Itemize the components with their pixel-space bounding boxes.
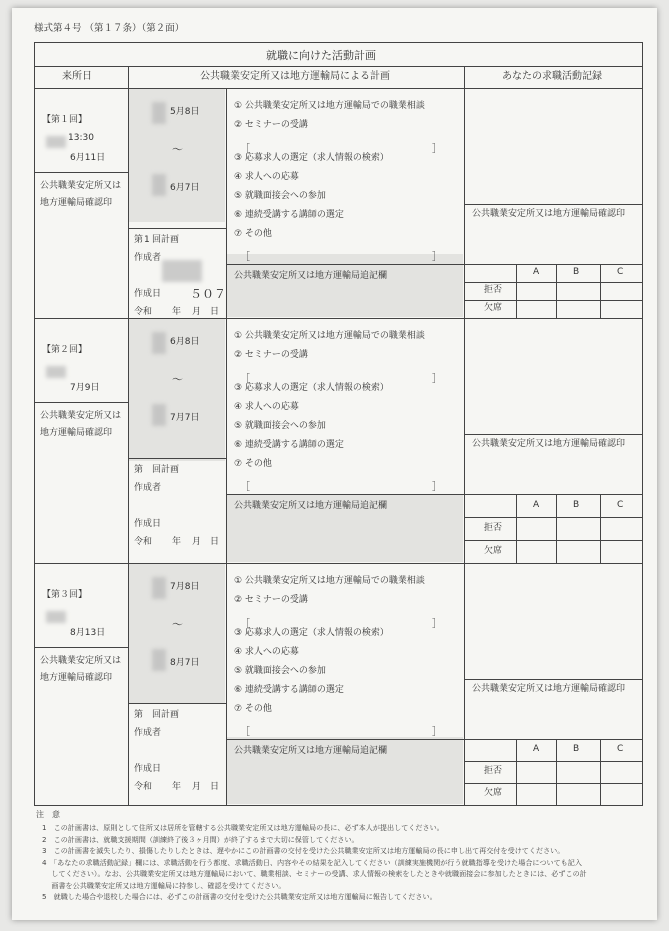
- note-line: 4 「あなたの求職活動記録」欄には、求職活動を行う都度、求職活動日、内容やその結果を記入してください（訓練実施機関が行う就職指導を受けた場合についても記入: [42, 857, 582, 867]
- left-subline: [34, 402, 128, 403]
- year-label: 年: [172, 307, 182, 317]
- other-bracket-close: ］: [432, 727, 442, 738]
- header-row-line: [34, 88, 642, 89]
- other-bracket-open: ［: [240, 482, 250, 493]
- abc-col-line: [556, 739, 557, 805]
- redacted-mark: [152, 102, 166, 124]
- round-label: 【第１回】: [42, 115, 88, 125]
- section-divider: [34, 805, 642, 806]
- era-label: 令和: [134, 537, 153, 547]
- redacted-mark: [152, 404, 166, 426]
- plan-prefix: 第: [134, 465, 144, 475]
- table-title: 就職に向けた活動計画: [266, 49, 376, 62]
- visit-date: 8月13日: [70, 628, 106, 638]
- addendum-line: [226, 264, 642, 265]
- round-label: 【第２回】: [42, 345, 88, 355]
- abc-header-b: B: [573, 499, 580, 510]
- title-row-line: [34, 66, 642, 67]
- activity-option-2: ② セミナーの受講: [234, 350, 308, 360]
- day-label: 日: [210, 537, 220, 547]
- created-date-label: 作成日: [134, 289, 162, 299]
- abc-header-a: A: [533, 267, 540, 277]
- col-line: [464, 66, 465, 88]
- activity-option-3: ③ 応募求人の選定（求人情報の検索）: [234, 628, 389, 638]
- col-line: [464, 88, 465, 318]
- era-label: 令和: [134, 307, 153, 317]
- record-confirm-label: 公共職業安定所又は地方運輸局確認印: [472, 684, 626, 694]
- plan-suffix: 回計画: [152, 710, 180, 720]
- start-date: 7月8日: [170, 582, 200, 592]
- year-label: 年: [172, 537, 182, 547]
- refusal-label: 拒否: [484, 522, 503, 533]
- abc-col-line: [600, 264, 601, 318]
- activity-option-6: ⑥ 連続受講する講師の選定: [234, 685, 344, 695]
- activity-option-4: ④ 求人への応募: [234, 402, 299, 412]
- record-confirm-line: [464, 204, 642, 205]
- plan-header: 公共職業安定所又は地方運輸局による計画: [200, 71, 390, 82]
- abc-header-a: A: [533, 499, 540, 510]
- section-divider: [34, 318, 642, 319]
- abc-header-b: B: [573, 744, 580, 754]
- redacted-mark: [46, 136, 66, 148]
- note-line: 5 就職した場合や退校した場合には、必ずこの計画書の交付を受けた公共職業安定所又は地方運輸局に報告してください。: [42, 892, 437, 901]
- era-label: 令和: [134, 782, 153, 792]
- record-confirm-label: 公共職業安定所又は地方運輸局確認印: [472, 439, 626, 449]
- confirm-label-line1: 公共職業安定所又は: [40, 411, 122, 421]
- redacted-mark: [152, 174, 166, 196]
- plan-mark: 1: [144, 235, 150, 245]
- month-label: 月: [192, 782, 202, 792]
- activity-option-5: ⑤ 就職面接会への参加: [234, 666, 326, 676]
- month-label: 月: [192, 307, 202, 317]
- tilde: ～: [172, 618, 183, 631]
- abc-header-c: C: [617, 744, 624, 754]
- col-line: [464, 563, 465, 805]
- seminar-bracket-close: ］: [432, 619, 442, 630]
- created-date-label: 作成日: [134, 764, 162, 774]
- creator-label: 作成者: [134, 728, 162, 738]
- abc-col-line: [556, 494, 557, 563]
- redacted-mark: [46, 611, 66, 623]
- seminar-bracket-close: ］: [432, 144, 442, 155]
- confirm-label-line2: 地方運輸局確認印: [40, 673, 113, 683]
- activity-option-7: ⑦ その他: [234, 229, 272, 239]
- note-line: 1 この計画書は、原則として住所又は居所を管轄する公共職業安定所又は地方運輸局の長に、必ず本人が提出してください。: [42, 823, 444, 832]
- addendum-label: 公共職業安定所又は地方運輸局追記欄: [234, 501, 388, 511]
- other-bracket-open: ［: [240, 727, 250, 738]
- activity-option-1: ① 公共職業安定所又は地方運輸局での職業相談: [234, 576, 425, 586]
- activity-option-2: ② セミナーの受講: [234, 595, 308, 605]
- plan-info-line: [128, 703, 226, 704]
- abc-col-line: [600, 494, 601, 563]
- plan-suffix: 回計画: [152, 465, 180, 475]
- activity-option-5: ⑤ 就職面接会への参加: [234, 421, 326, 431]
- activity-option-4: ④ 求人への応募: [234, 647, 299, 657]
- activity-option-6: ⑥ 連続受講する講師の選定: [234, 210, 344, 220]
- abc-col-line: [556, 264, 557, 318]
- redacted-creator: [162, 260, 202, 282]
- activity-option-3: ③ 応募求人の選定（求人情報の検索）: [234, 383, 389, 393]
- confirm-label-line2: 地方運輸局確認印: [40, 428, 113, 438]
- seminar-bracket-open: ［: [240, 374, 250, 385]
- month-label: 月: [192, 537, 202, 547]
- visit-date: 6月11日: [70, 153, 106, 163]
- addendum-line: [226, 494, 642, 495]
- note-line: 2 この計画書は、就職支援期間（訓練終了後３ヶ月間）が終了するまで大切に保管してください。: [42, 834, 359, 844]
- absence-label: 欠席: [484, 303, 503, 313]
- abc-row-line: [464, 300, 642, 301]
- plan-info-line: [128, 228, 226, 229]
- abc-row-line: [464, 761, 642, 762]
- abc-col-line: [516, 494, 517, 563]
- addendum-line: [226, 739, 642, 740]
- plan-prefix: 第: [134, 710, 144, 720]
- confirm-label-line1: 公共職業安定所又は: [40, 656, 122, 666]
- abc-header-c: C: [617, 267, 624, 277]
- activity-option-4: ④ 求人への応募: [234, 172, 299, 182]
- creator-label: 作成者: [134, 253, 162, 263]
- refusal-label: 拒否: [484, 766, 503, 776]
- activity-option-2: ② セミナーの受講: [234, 120, 308, 130]
- form-label: 様式第４号 （第１７条）（第２面）: [34, 23, 185, 34]
- activity-option-6: ⑥ 連続受講する講師の選定: [234, 440, 344, 450]
- round-label: 【第３回】: [42, 590, 88, 600]
- absence-label: 欠席: [484, 545, 503, 556]
- abc-row-line: [464, 783, 642, 784]
- seminar-bracket-open: ［: [240, 144, 250, 155]
- plan-suffix: 回計画: [152, 235, 180, 245]
- table-border-left: [34, 42, 35, 805]
- table-border-right: [642, 42, 643, 806]
- left-subline: [34, 647, 128, 648]
- record-header: あなたの求職活動記録: [502, 71, 602, 82]
- note-line: してください）。なお、公共職業安定所又は地方運輸局において、職業相談、セミナーの受講、求人情報の検索をしたときや就職面接会に参加したときには、必ずこの計: [42, 869, 587, 878]
- form-paper: [12, 8, 657, 920]
- notes-title: 注 意: [36, 810, 60, 819]
- tilde: ～: [172, 143, 183, 156]
- confirm-label-line1: 公共職業安定所又は: [40, 181, 122, 191]
- abc-row-line: [464, 517, 642, 518]
- note-line: 画書を公共職業安定所又は地方運輸局に持参し、確認を受けてください。: [42, 880, 286, 890]
- seminar-bracket-close: ］: [432, 374, 442, 385]
- section-divider: [34, 563, 642, 564]
- refusal-label: 拒否: [484, 285, 503, 295]
- addendum-label: 公共職業安定所又は地方運輸局追記欄: [234, 746, 388, 756]
- day-label: 日: [210, 782, 220, 792]
- end-date: 6月7日: [170, 183, 200, 193]
- other-bracket-close: ］: [432, 482, 442, 493]
- activity-option-7: ⑦ その他: [234, 704, 272, 714]
- record-confirm-line: [464, 434, 642, 435]
- note-line: 3 この計画書を滅失したり、損傷したりしたときは、遅やかにこの計画書の交付を受けた公共職業安定所又は地方運輸局の長に申し出て再交付を受けてください。: [42, 846, 565, 855]
- activity-option-5: ⑤ 就職面接会への参加: [234, 191, 326, 201]
- absence-label: 欠席: [484, 788, 503, 798]
- tilde: ～: [172, 373, 183, 386]
- abc-header-c: C: [617, 499, 624, 510]
- year-label: 年: [172, 782, 182, 792]
- confirm-label-line2: 地方運輸局確認印: [40, 198, 113, 208]
- visit-date-header: 来所日: [62, 71, 92, 82]
- other-bracket-open: ［: [240, 252, 250, 263]
- redacted-mark: [152, 577, 166, 599]
- redacted-mark: [152, 649, 166, 671]
- abc-row-line: [464, 282, 642, 283]
- abc-col-line: [516, 739, 517, 805]
- plan-info-line: [128, 458, 226, 459]
- addendum-label: 公共職業安定所又は地方運輸局追記欄: [234, 271, 388, 281]
- abc-row-line: [464, 540, 642, 541]
- plan-prefix: 第: [134, 235, 144, 245]
- visit-date: 7月9日: [70, 383, 100, 393]
- day-label: 日: [210, 307, 220, 317]
- end-date: 8月7日: [170, 658, 200, 668]
- start-date: 6月8日: [170, 337, 200, 347]
- table-border-top: [34, 42, 642, 43]
- redacted-mark: [152, 332, 166, 354]
- start-date: 5月8日: [170, 107, 200, 117]
- col-line: [128, 66, 129, 88]
- redacted-mark: [46, 366, 66, 378]
- activity-option-7: ⑦ その他: [234, 459, 272, 469]
- abc-header-a: A: [533, 744, 540, 754]
- other-bracket-close: ］: [432, 252, 442, 263]
- stamp-digits: ５０７: [190, 287, 227, 301]
- activity-option-3: ③ 応募求人の選定（求人情報の検索）: [234, 153, 389, 163]
- activity-option-1: ① 公共職業安定所又は地方運輸局での職業相談: [234, 331, 425, 341]
- abc-header-b: B: [573, 267, 580, 277]
- record-confirm-line: [464, 679, 642, 680]
- visit-time: 13:30: [68, 133, 94, 143]
- seminar-bracket-open: ［: [240, 619, 250, 630]
- abc-col-line: [600, 739, 601, 805]
- activity-option-1: ① 公共職業安定所又は地方運輸局での職業相談: [234, 101, 425, 111]
- left-subline: [34, 172, 128, 173]
- record-confirm-label: 公共職業安定所又は地方運輸局確認印: [472, 209, 626, 219]
- end-date: 7月7日: [170, 413, 200, 423]
- creator-label: 作成者: [134, 483, 162, 493]
- created-date-label: 作成日: [134, 519, 162, 529]
- col-line: [464, 318, 465, 563]
- abc-col-line: [516, 264, 517, 318]
